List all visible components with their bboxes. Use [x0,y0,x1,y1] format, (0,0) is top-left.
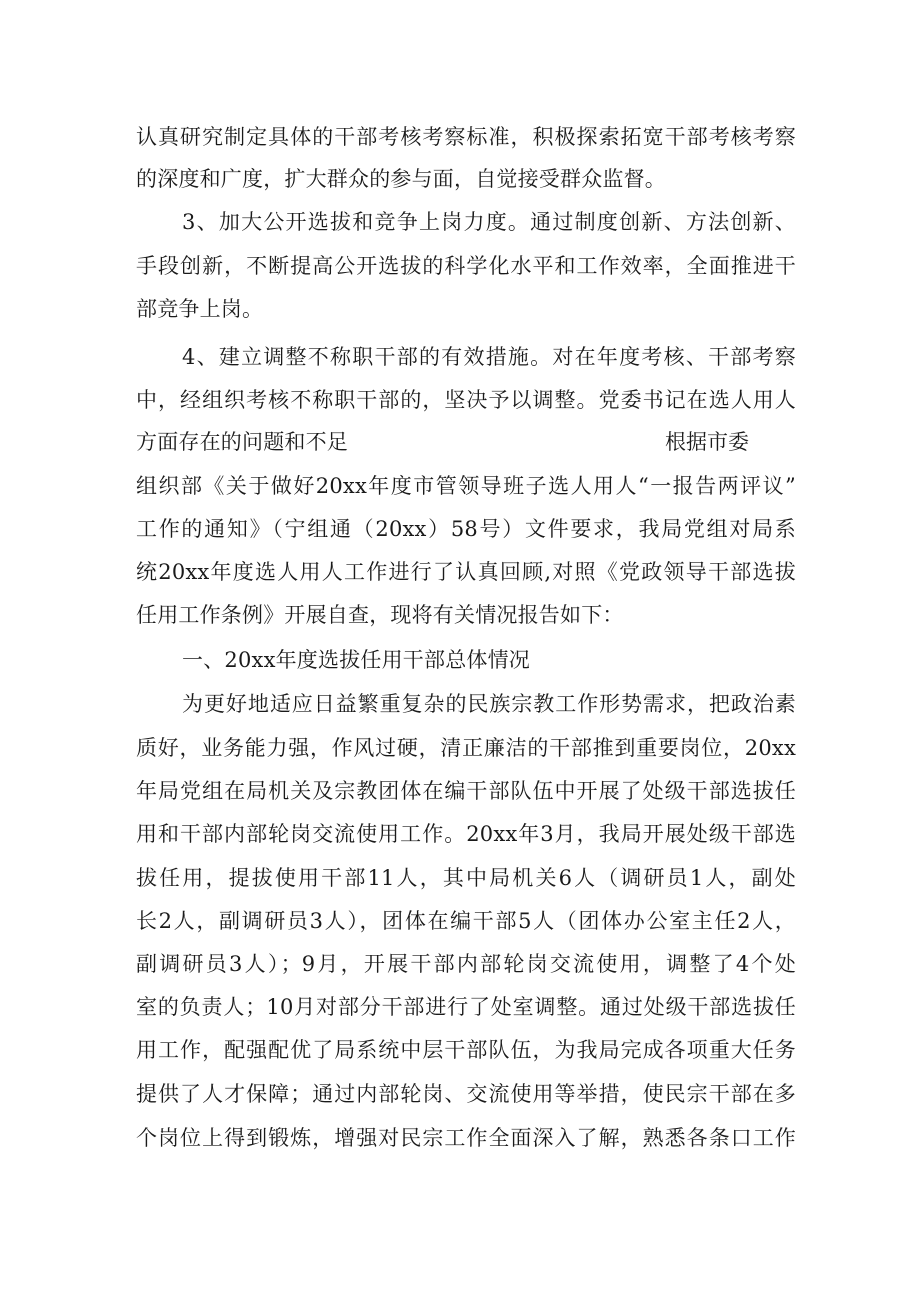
text-line: 方面存在的问题和不足 [136,430,348,454]
text-line: 认真研究制定具体的干部考核考察标准，积极探索拓宽干部考核考察 [136,125,796,149]
text-line: 用和干部内部轮岗交流使用工作。20xx年3月，我局开展处级干部选 [136,822,796,846]
text-line: 的深度和广度，扩大群众的参与面，自觉接受群众监督。 [136,167,666,191]
text-line: 工作的通知》（宁组通（20xx）58号）文件要求，我局党组对局系 [136,517,796,541]
text-line: 组织部《关于做好20xx年度市管领导班子选人用人“一报告两评议” [136,474,796,498]
text-line: 为更好地适应日益繁重复杂的民族宗教工作形势需求，把政治素 [182,692,796,716]
text-line: 提供了人才保障；通过内部轮岗、交流使用等举措，使民宗干部在多 [136,1082,796,1106]
text-line: 年局党组在局机关及宗教团体在编干部队伍中开展了处级干部选拔任 [136,779,796,803]
text-line: 用工作，配强配优了局系统中层干部队伍，为我局完成各项重大任务 [136,1038,796,1062]
text-line: 个岗位上得到锻炼，增强对民宗工作全面深入了解，熟悉各条口工作 [136,1126,796,1150]
section-heading: 一、20xx年度选拔任用干部总体情况 [182,648,531,672]
text-line: 拔任用，提拔使用干部11人，其中局机关6人（调研员1人，副处 [136,866,796,890]
text-line: 室的负责人；10月对部分干部进行了处室调整。通过处级干部选拔任 [136,995,796,1019]
text-line: 中，经组织考核不称职干部的，坚决予以调整。党委书记在选人用人 [136,388,796,412]
text-line: 质好，业务能力强，作风过硬，清正廉洁的干部推到重要岗位，20xx [136,736,796,760]
text-fragment-right: 根据市委 [665,430,749,454]
text-line: 统20xx年度选人用人工作进行了认真回顾,对照《党政领导干部选拔 [136,560,796,584]
paragraph-heading-4: 4、建立调整不称职干部的有效措施。对在年度考核、干部考察 [182,345,796,369]
text-line: 任用工作条例》开展自查，现将有关情况报告如下： [136,603,624,627]
text-line: 长2人，副调研员3人），团体在编干部5人（团体办公室主任2人， [136,909,796,933]
text-line: 部竞争上岗。 [136,297,264,321]
text-line: 副调研员3人）；9月，开展干部内部轮岗交流使用，调整了4个处 [136,952,796,976]
paragraph-heading-3: 3、加大公开选拔和竞争上岗力度。通过制度创新、方法创新、 [182,210,796,234]
text-line: 手段创新，不断提高公开选拔的科学化水平和工作效率，全面推进干 [136,254,796,278]
